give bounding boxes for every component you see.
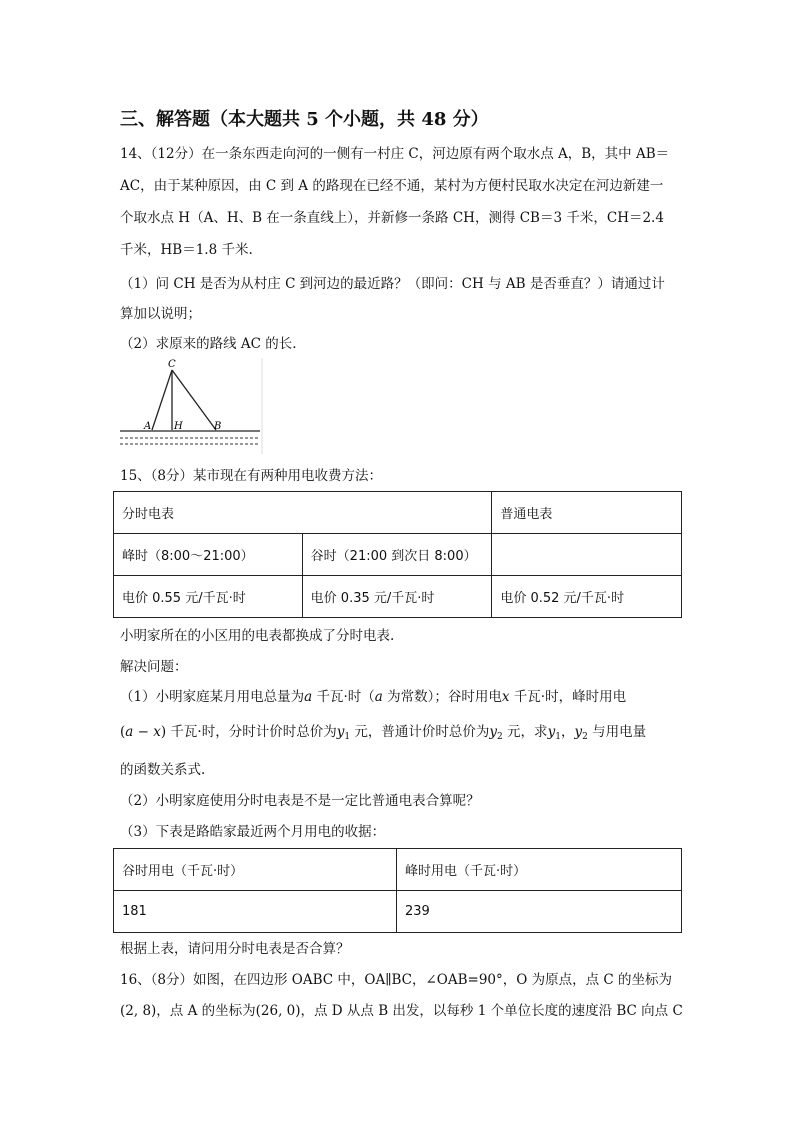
var-y: y (489, 724, 498, 740)
text: 元，普通计价时总价为 (350, 724, 490, 740)
q15-intro: 15、（8分）某市现在有两种用电收费方法： (120, 468, 383, 484)
header-peak-usage: 峰时用电（千瓦·时） (397, 849, 682, 891)
text: 千瓦·时，峰时用电 (509, 689, 627, 705)
var-a: a (374, 689, 383, 705)
q14-part-2: （2）求原来的路线 AC 的长. (120, 336, 297, 352)
var-y: y (574, 724, 583, 740)
text: ， (560, 724, 575, 740)
q14-line-1: 14、（12分）在一条东西走向河的一侧有一村庄 C，河边原有两个取水点 A，B，其中 AB＝ (120, 146, 670, 162)
var-y: y (547, 724, 556, 740)
normal-price-cell: 电价 0.52 元/千瓦·时 (492, 576, 682, 618)
var-a: a (304, 689, 313, 705)
var-x: x (501, 689, 510, 705)
q16-line-2: (2, 8)，点 A 的坐标为(26, 0)，点 D 从点 B 出发，以每秒 1 个单位长度的速度沿 BC 向点 C (120, 1003, 683, 1019)
q15-solve-label: 解决问题： (120, 659, 188, 675)
header-valley-usage: 谷时用电（千瓦·时） (114, 849, 397, 891)
subscript: 2 (582, 732, 588, 742)
peak-period-cell: 峰时（8:00～21:00） (114, 534, 303, 576)
text: 千瓦·时（ (312, 689, 375, 705)
paren-open: ( (120, 724, 126, 740)
text: 千瓦·时，分时计价时总价为 (166, 724, 337, 740)
valley-period-cell: 谷时（21:00 到次日 8:00） (302, 534, 492, 576)
peak-usage-value: 239 (397, 891, 682, 933)
q15-question: 根据上表，请问用分时电表是否合算？ (120, 941, 350, 957)
header-normal-meter: 普通电表 (492, 492, 682, 534)
q15-note: 小明家所在的小区用的电表都换成了分时电表. (120, 628, 395, 644)
q14-line-4: 千米，HB＝1.8 千米. (120, 242, 253, 258)
peak-price-cell: 电价 0.55 元/千瓦·时 (114, 576, 303, 618)
q14-line-3: 个取水点 H（A、H、B 在一条直线上），并新修一条路 CH，测得 CB＝3 千米，CH＝2.4 (120, 210, 664, 226)
label-c: C (168, 359, 176, 370)
text: （1）小明家庭某月用电总量为 (120, 689, 305, 705)
valley-usage-value: 181 (114, 891, 397, 933)
usage-receipt-table (113, 848, 682, 933)
subscript: 2 (497, 732, 503, 742)
segment-ac (152, 370, 172, 430)
paren-close: ) (160, 724, 167, 740)
normal-period-cell (492, 534, 682, 576)
valley-price-cell: 电价 0.35 元/千瓦·时 (302, 576, 492, 618)
label-b: B (214, 421, 222, 432)
text: 元，求 (502, 724, 548, 740)
text: 为常数）；谷时用电 (382, 689, 502, 705)
subscript: 1 (555, 732, 561, 742)
expr-a-minus-x: a − x (125, 724, 161, 740)
q16-line-1: 16、（8分）如图，在四边形 OABC 中，OA∥BC，∠OAB=90°，O 为原点，点 C 的坐标为 (120, 972, 673, 988)
subscript: 1 (344, 732, 351, 742)
river-triangle-figure (120, 358, 264, 454)
label-a: A (144, 421, 152, 432)
header-time-of-use-meter: 分时电表 (114, 492, 492, 534)
q15-part-2: （2）小明家庭使用分时电表是不是一定比普通电表合算呢？ (120, 793, 480, 809)
q15-part-1-line-1 (120, 687, 626, 707)
var-y: y (336, 724, 345, 740)
q14-part-1-line-2: 算加以说明； (120, 306, 201, 322)
q14-line-2: AC，由于某种原因，由 C 到 A 的路现在已经不通，某村为方便村民取水决定在河边新建一 (120, 178, 664, 194)
label-h: H (174, 421, 183, 432)
q15-part-1-line-2 (120, 722, 646, 747)
q15-part-1-line-3: 的函数关系式. (120, 762, 206, 778)
electricity-rate-table (113, 491, 682, 618)
text: 与用电量 (587, 724, 647, 740)
q14-part-1-line-1: （1）问 CH 是否为从村庄 C 到河边的最近路？（即问：CH 与 AB 是否垂直？）请通过计 (120, 276, 665, 292)
q15-part-3: （3）下表是路皓家最近两个月用电的收据： (120, 824, 386, 840)
section-heading: 三、解答题（本大题共 5 个小题，共 48 分） (120, 109, 489, 130)
